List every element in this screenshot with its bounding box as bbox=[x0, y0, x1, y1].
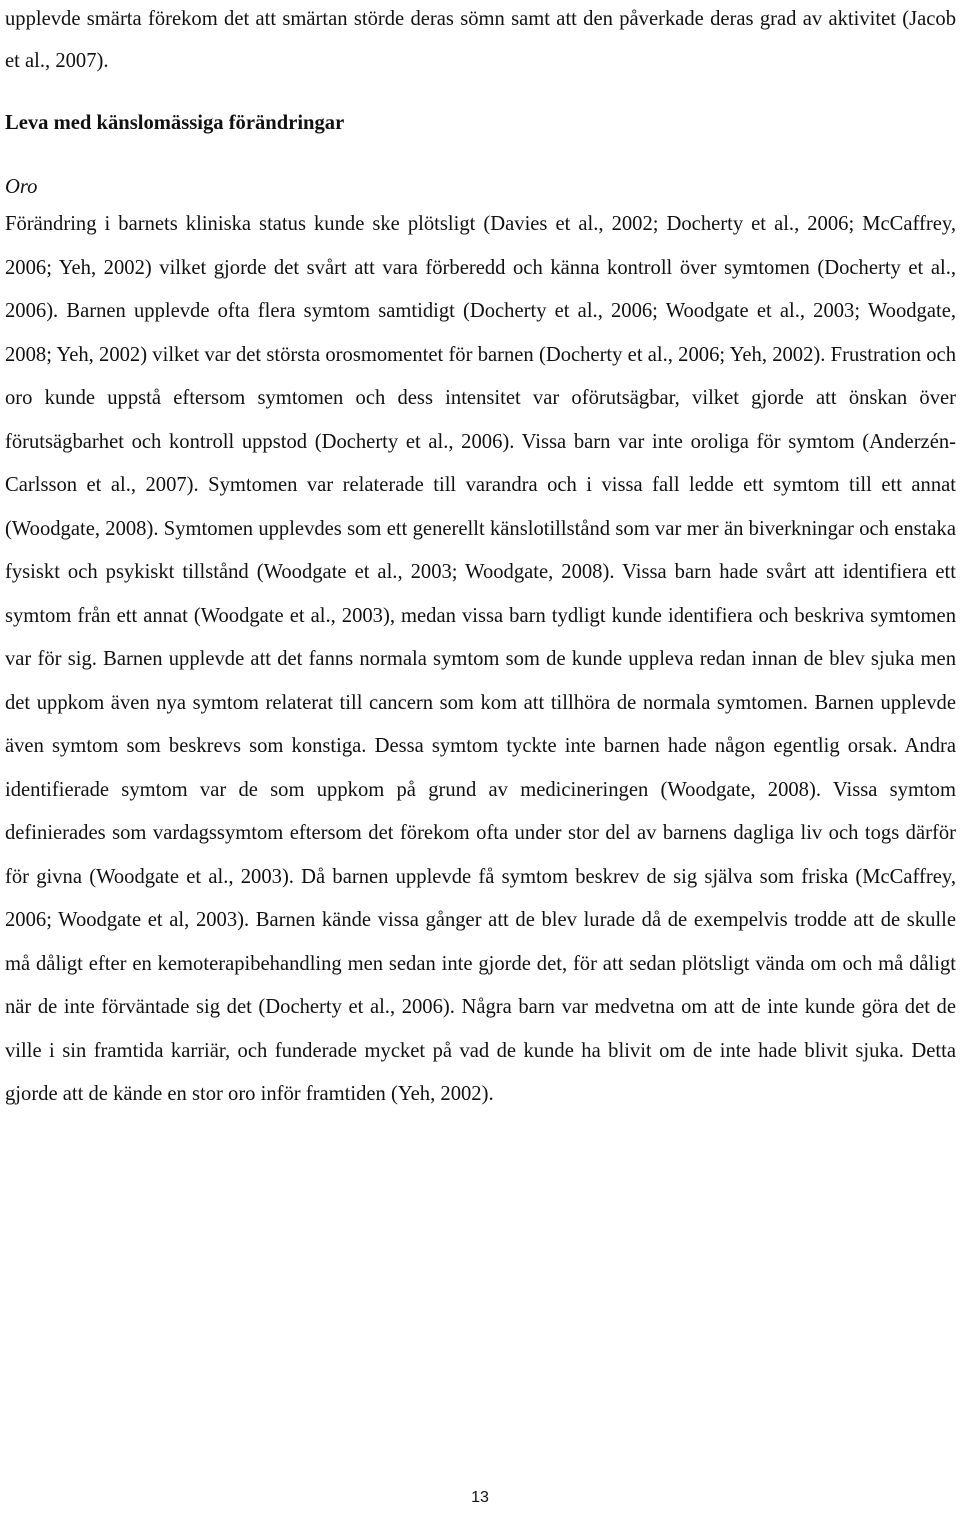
lead-paragraph: upplevde smärta förekom det att smärtan störde deras sömn samt att den påverkade deras grad av aktivitet (Jacob et al., 2007). bbox=[5, 8, 956, 72]
section-heading: Leva med känslomässiga förändringar bbox=[5, 112, 345, 134]
page-number: 13 bbox=[471, 1489, 489, 1506]
subsection-heading: Oro bbox=[5, 176, 38, 198]
body-paragraph: Förändring i barnets kliniska status kunde ske plötsligt (Davies et al., 2002; Docherty et al., 2006; McCaffrey, 2006; Yeh, 2002) vilket gjorde det svårt att vara förberedd och känna kontroll över symtomen (Docherty et al., 2006). Barnen upplevde ofta flera symtom samtidigt (Docherty et al., 2006; Woodgate et al., 2003; Woodgate, 2008; Yeh, 2002) vilket var det största orosmomentet för barnen (Docherty et al., 2006; Yeh, 2002). Frustration och oro kunde uppstå eftersom symtomen och dess intensitet var oförutsägbar, vilket gjorde att önskan över förutsägbarhet och kontroll uppstod (Docherty et al., 2006). Vissa barn var inte oroliga för symtom (Anderzén-Carlsson et al., 2007). Symtomen var relaterade till varandra och i vissa fall ledde ett symtom till ett annat (Woodgate, 2008). Symtomen upplevdes som ett generellt känslotillstånd som var mer än biverkningar och enstaka fysiskt och psykiskt tillstånd (Woodgate et al., 2003; Woodgate, 2008). Vissa barn hade svårt att identifiera ett symtom från ett annat (Woodgate et al., 2003), medan vissa barn tydligt kunde identifiera och beskriva symtomen var för sig. Barnen upplevde att det fanns normala symtom som de kunde uppleva redan innan de blev sjuka men det uppkom även nya symtom relaterat till cancern som kom att tillhöra de normala symtomen. Barnen upplevde även symtom som beskrevs som konstiga. Dessa symtom tyckte inte barnen hade någon egentlig orsak. Andra identifierade symtom var de som uppkom på grund av medicineringen (Woodgate, 2008). Vissa symtom definierades som vardagssymtom eftersom det förekom ofta under stor del av barnens dagliga liv och togs därför för givna (Woodgate et al., 2003). Då barnen upplevde få symtom beskrev de sig själva som friska (McCaffrey, 2006; Woodgate et al, 2003). Barnen kände vissa gånger att de blev lurade då de exempelvis trodde att de skulle må dåligt efter en kemoterapibehandling men sedan inte gjorde det, för att sedan plötsligt vända om och må dåligt när de inte förväntade sig det (Docherty et al., 2006). Några barn var medvetna om att de inte kunde göra det de ville i sin framtida karriär, och funderade mycket på vad de kunde ha blivit om de inte hade blivit sjuka. Detta gjorde att de kände en stor oro inför framtiden (Yeh, 2002). bbox=[5, 213, 956, 1105]
